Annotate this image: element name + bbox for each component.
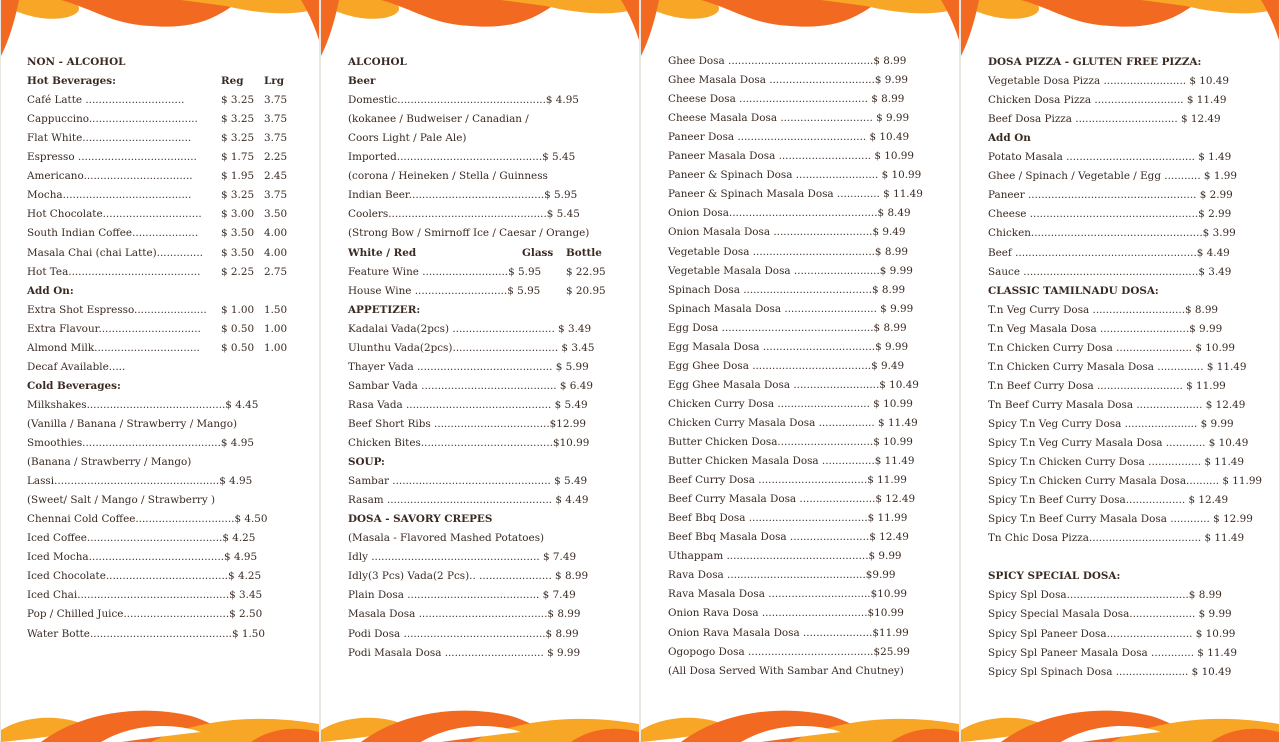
menu-item: Butter Chicken Masala Dosa ................$ 11.49 xyxy=(668,455,915,468)
menu-item: South Indian Coffee.................... xyxy=(27,227,199,240)
section-heading: Beer xyxy=(348,75,376,88)
menu-item: Spicy T.n Veg Curry Masala Dosa ............ $ 10.49 xyxy=(988,437,1249,449)
price-regular: $ 0.50 xyxy=(221,322,255,335)
menu-item: Egg Masala Dosa ..................................$ 9.99 xyxy=(668,340,909,353)
price-regular: $ 1.75 xyxy=(221,151,255,164)
menu-item: Spinach Dosa .......................................$ 8.99 xyxy=(668,283,906,296)
menu-item: Café Latte .............................. xyxy=(27,94,185,107)
menu-item: Vegetable Dosa Pizza ......................... $ 10.49 xyxy=(988,75,1230,88)
menu-item: Hot Tea........................................ xyxy=(27,265,201,278)
menu-item: Spicy T.n Beef Curry Dosa.................. $ 12.49 xyxy=(988,494,1229,507)
menu-item: Rava Masala Dosa ...............................$10.99 xyxy=(668,588,907,601)
menu-item: Cheese ...................................................$ 2.99 xyxy=(988,208,1232,221)
menu-item: Chennai Cold Coffee..............................$ 4.50 xyxy=(27,513,268,526)
menu-item: Chicken....................................................$ 3.99 xyxy=(988,227,1236,240)
price-large: 3.75 xyxy=(264,189,288,202)
menu-item: Spicy Spl Dosa.....................................$ 8.99 xyxy=(988,589,1222,602)
menu-item: Lassi..................................................$ 4.95 xyxy=(27,475,253,488)
menu-item: Onion Rava Dosa ................................$10.99 xyxy=(668,607,904,620)
menu-item: T.n Beef Curry Dosa .......................... $ 11.99 xyxy=(988,379,1226,392)
menu-item: Spicy T.n Chicken Curry Dosa ................ $ 11.49 xyxy=(988,456,1244,469)
menu-item: Beef Curry Dosa .................................$ 11.99 xyxy=(668,474,907,487)
menu-item: Vegetable Dosa .....................................$ 8.99 xyxy=(668,245,908,258)
price-regular: $ 3.00 xyxy=(221,208,255,221)
menu-item: Extra Shot Espresso...................... xyxy=(27,303,207,316)
menu-item: Kadalai Vada(2pcs) ............................... $ 3.49 xyxy=(348,322,592,335)
price-large: 3.50 xyxy=(264,208,288,221)
menu-item: (Banana / Strawberry / Mango) xyxy=(27,456,192,469)
menu-item: Egg Ghee Masala Dosa ..........................$ 10.49 xyxy=(668,378,919,391)
menu-item: House Wine ............................$ 5.95 xyxy=(348,284,541,297)
price-large: $ 20.95 xyxy=(566,284,606,297)
menu-item: Indian Beer.........................................$ 5.95 xyxy=(348,189,578,202)
menu-item: Idly(3 Pcs) Vada(2 Pcs).. ...................... $ 8.99 xyxy=(348,570,589,583)
menu-item: T.n Veg Curry Dosa ............................$ 8.99 xyxy=(988,303,1219,316)
bottom-wave-decoration xyxy=(1,682,319,742)
price-regular: $ 3.25 xyxy=(221,94,255,107)
price-regular: $ 1.00 xyxy=(221,303,255,316)
menu-item: Plain Dosa ........................................ $ 7.49 xyxy=(348,589,576,602)
menu-item: Extra Flavour............................... xyxy=(27,322,201,335)
price-large: 3.75 xyxy=(264,113,288,126)
price-large: 4.00 xyxy=(264,227,288,240)
price-regular: $ 2.25 xyxy=(221,265,255,278)
menu-item: Sambar ................................................ $ 5.49 xyxy=(348,475,588,488)
column-header: Glass xyxy=(522,246,554,259)
price-large: $ 22.95 xyxy=(566,265,606,278)
menu-item: Chicken Curry Masala Dosa ................. $ 11.49 xyxy=(668,416,918,429)
section-heading: White / Red xyxy=(348,246,417,259)
menu-item: Iced Chocolate.....................................$ 4.25 xyxy=(27,570,262,583)
menu-item: Chicken Curry Dosa ............................ $ 10.99 xyxy=(668,397,913,410)
menu-item: Butter Chicken Dosa.............................$ 10.99 xyxy=(668,436,913,448)
price-large: 2.25 xyxy=(264,151,288,164)
menu-item: Milkshakes..........................................$ 4.45 xyxy=(27,398,259,411)
section-heading: Hot Beverages: xyxy=(27,75,116,88)
menu-item: Paneer Dosa ....................................... $ 10.49 xyxy=(668,131,910,144)
section-heading: CLASSIC TAMILNADU DOSA: xyxy=(988,284,1159,297)
menu-item: Tn Chic Dosa Pizza.................................. $ 11.49 xyxy=(988,532,1245,545)
section-heading: SOUP: xyxy=(348,456,385,469)
menu-item: (corona / Heineken / Stella / Guinness xyxy=(348,170,548,183)
menu-item: Egg Dosa ..............................................$ 8.99 xyxy=(668,321,907,334)
menu-item: Flat White................................. xyxy=(27,132,192,145)
menu-item: (kokanee / Budweiser / Canadian / xyxy=(348,113,529,126)
price-large: 1.00 xyxy=(264,322,288,335)
menu-item: Spicy Spl Paneer Masala Dosa ............. $ 11.49 xyxy=(988,646,1237,659)
menu-item: (Vanilla / Banana / Strawberry / Mango) xyxy=(27,417,238,430)
column-header: Lrg xyxy=(264,75,285,88)
menu-item: Potato Masala ....................................... $ 1.49 xyxy=(988,151,1232,164)
menu-item: Paneer Masala Dosa ............................ $ 10.99 xyxy=(668,150,915,163)
top-wave-decoration xyxy=(961,0,1279,60)
menu-item: Egg Ghee Dosa ....................................$ 9.49 xyxy=(668,359,905,372)
menu-item: Cheese Masala Dosa ............................ $ 9.99 xyxy=(668,112,910,125)
menu-item: Paneer ................................................... $ 2.99 xyxy=(988,189,1233,202)
menu-item: Beef Curry Masala Dosa .......................$ 12.49 xyxy=(668,493,916,506)
price-regular: $ 3.50 xyxy=(221,246,255,259)
menu-item: Hot Chocolate.............................. xyxy=(27,208,202,221)
price-regular: $ 3.25 xyxy=(221,189,255,202)
menu-item: (Strong Bow / Smirnoff Ice / Caesar / Orange) xyxy=(348,227,590,240)
menu-item: Idly ................................................... $ 7.49 xyxy=(348,551,577,564)
menu-item: Decaf Available..... xyxy=(27,360,126,373)
section-heading: DOSA - SAVORY CREPES xyxy=(348,513,493,526)
price-large: 2.75 xyxy=(264,265,288,278)
menu-item: Feature Wine ..........................$ 5.95 xyxy=(348,265,542,278)
menu-item: Rava Dosa ..........................................$9.99 xyxy=(668,569,896,582)
menu-item: Chicken Bites........................................$10.99 xyxy=(348,437,590,449)
section-heading: Add On xyxy=(988,132,1031,145)
menu-item: Ghee Masala Dosa ................................$ 9.99 xyxy=(668,74,908,87)
menu-item: Onion Dosa.............................................$ 8.49 xyxy=(668,207,911,220)
menu-item: (All Dosa Served With Sambar And Chutney) xyxy=(668,664,904,677)
menu-item: Beef .......................................................$ 4.49 xyxy=(988,246,1230,259)
menu-item: T.n Veg Masala Dosa ...........................$ 9.99 xyxy=(988,322,1223,335)
menu-item: Coors Light / Pale Ale) xyxy=(348,132,467,145)
menu-item: Cheese Dosa ....................................... $ 8.99 xyxy=(668,93,905,106)
bottom-wave-decoration xyxy=(641,682,959,742)
menu-page-2 xyxy=(321,0,639,742)
menu-item: Iced Chai..............................................$ 3.45 xyxy=(27,589,263,602)
column-header: Reg xyxy=(221,75,244,88)
menu-item: Podi Masala Dosa .............................. $ 9.99 xyxy=(348,646,581,659)
menu-item: Spinach Masala Dosa ............................ $ 9.99 xyxy=(668,302,914,315)
menu-item: Coolers................................................$ 5.45 xyxy=(348,208,580,221)
menu-item: T.n Chicken Curry Dosa ....................... $ 10.99 xyxy=(988,341,1236,354)
section-heading: Cold Beverages: xyxy=(27,379,121,392)
menu-item: Cappuccino................................. xyxy=(27,113,198,126)
menu-item: Ulunthu Vada(2pcs)................................ $ 3.45 xyxy=(348,341,595,354)
bottom-wave-decoration xyxy=(321,682,639,742)
menu-item: Almond Milk................................ xyxy=(27,341,200,354)
menu-item: Masala Chai (chai Latte).............. xyxy=(27,246,203,259)
menu-item: Vegetable Masala Dosa ..........................$ 9.99 xyxy=(668,264,913,277)
menu-page-3 xyxy=(641,0,959,742)
menu-item: Water Botte...........................................$ 1.50 xyxy=(27,627,266,640)
menu-item: Paneer & Spinach Dosa ......................... $ 10.99 xyxy=(668,169,922,182)
menu-item: Domestic.............................................$ 4.95 xyxy=(348,94,579,107)
menu-item: Uthappam ...........................................$ 9.99 xyxy=(668,550,902,563)
menu-item: Rasam .................................................. $ 4.49 xyxy=(348,494,589,507)
menu-item: (Masala - Flavored Mashed Potatoes) xyxy=(348,532,545,545)
menu-item: (Sweet/ Salt / Mango / Strawberry ) xyxy=(27,494,216,507)
section-heading: APPETIZER: xyxy=(348,303,421,316)
section-heading: ALCOHOL xyxy=(348,56,407,68)
menu-item: T.n Chicken Curry Masala Dosa .............. $ 11.49 xyxy=(988,360,1247,373)
menu-page-1 xyxy=(1,0,319,742)
price-large: 1.50 xyxy=(264,303,288,316)
menu-item: Spicy T.n Beef Curry Masala Dosa ............ $ 12.99 xyxy=(988,513,1253,526)
menu-item: Smoothies..........................................$ 4.95 xyxy=(27,437,254,449)
price-large: 1.00 xyxy=(264,341,288,354)
menu-item: Beef Bbq Masala Dosa ........................$ 12.49 xyxy=(668,531,909,544)
column-header: Bottle xyxy=(566,246,602,259)
menu-item: Spicy Spl Spinach Dosa ...................... $ 10.49 xyxy=(988,665,1232,678)
menu-item: Rasa Vada ............................................ $ 5.49 xyxy=(348,398,588,411)
menu-item: Ghee Dosa ............................................$ 8.99 xyxy=(668,55,907,67)
menu-item: Spicy T.n Chicken Curry Masala Dosa.......... $ 11.99 xyxy=(988,475,1263,488)
price-regular: $ 0.50 xyxy=(221,341,255,354)
price-regular: $ 3.25 xyxy=(221,113,255,126)
menu-item: Paneer & Spinach Masala Dosa ............. $ 11.49 xyxy=(668,188,923,201)
price-regular: $ 1.95 xyxy=(221,170,255,183)
menu-item: Iced Coffee.........................................$ 4.25 xyxy=(27,532,256,545)
section-heading: Add On: xyxy=(27,284,74,297)
menu-item: Imported............................................$ 5.45 xyxy=(348,151,576,164)
menu-item: Tn Beef Curry Masala Dosa .................... $ 12.49 xyxy=(988,398,1246,411)
price-large: 3.75 xyxy=(264,132,288,145)
menu-item: Pop / Chilled Juice................................$ 2.50 xyxy=(27,608,263,621)
menu-item: Beef Short Ribs ...................................$12.99 xyxy=(348,417,586,430)
bottom-wave-decoration xyxy=(961,682,1279,742)
menu-item: Beef Dosa Pizza ............................... $ 12.49 xyxy=(988,113,1221,126)
menu-item: Americano................................. xyxy=(27,170,193,183)
price-regular: $ 3.50 xyxy=(221,227,255,240)
menu-item: Chicken Dosa Pizza ........................... $ 11.49 xyxy=(988,94,1227,107)
menu-item: Ghee / Spinach / Vegetable / Egg ........... $ 1.99 xyxy=(988,170,1237,183)
price-large: 4.00 xyxy=(264,246,288,259)
top-wave-decoration xyxy=(641,0,959,60)
menu-item: Onion Masala Dosa ..............................$ 9.49 xyxy=(668,226,906,239)
menu-page-4 xyxy=(961,0,1279,742)
menu-item: Espresso .................................... xyxy=(27,151,197,164)
price-regular: $ 3.25 xyxy=(221,132,255,145)
top-wave-decoration xyxy=(1,0,319,60)
menu-item: Spicy T.n Veg Curry Dosa ...................... $ 9.99 xyxy=(988,417,1234,430)
menu-item: Spicy Special Masala Dosa.................... $ 9.99 xyxy=(988,608,1232,621)
section-heading: SPICY SPECIAL DOSA: xyxy=(988,570,1121,583)
menu-item: Iced Mocha.........................................$ 4.95 xyxy=(27,551,258,564)
menu-item: Spicy Spl Paneer Dosa.......................... $ 10.99 xyxy=(988,627,1236,640)
menu-item: Sambar Vada ......................................... $ 6.49 xyxy=(348,379,593,392)
menu-item: Mocha....................................... xyxy=(27,189,192,202)
section-heading: NON - ALCOHOL xyxy=(27,56,126,68)
menu-item: Onion Rava Masala Dosa .....................$11.99 xyxy=(668,626,909,639)
menu-item: Thayer Vada ......................................... $ 5.99 xyxy=(348,360,589,373)
menu-item: Ogopogo Dosa ......................................$25.99 xyxy=(668,645,910,658)
menu-item: Beef Bbq Dosa ....................................$ 11.99 xyxy=(668,512,908,525)
menu-item: Sauce .....................................................$ 3.49 xyxy=(988,265,1232,278)
top-wave-decoration xyxy=(321,0,639,60)
menu-item: Podi Dosa ...........................................$ 8.99 xyxy=(348,627,579,640)
price-large: 2.45 xyxy=(264,170,288,183)
section-heading: DOSA PIZZA - GLUTEN FREE PIZZA: xyxy=(988,56,1202,68)
price-large: 3.75 xyxy=(264,94,288,107)
menu-item: Masala Dosa .......................................$ 8.99 xyxy=(348,608,581,621)
